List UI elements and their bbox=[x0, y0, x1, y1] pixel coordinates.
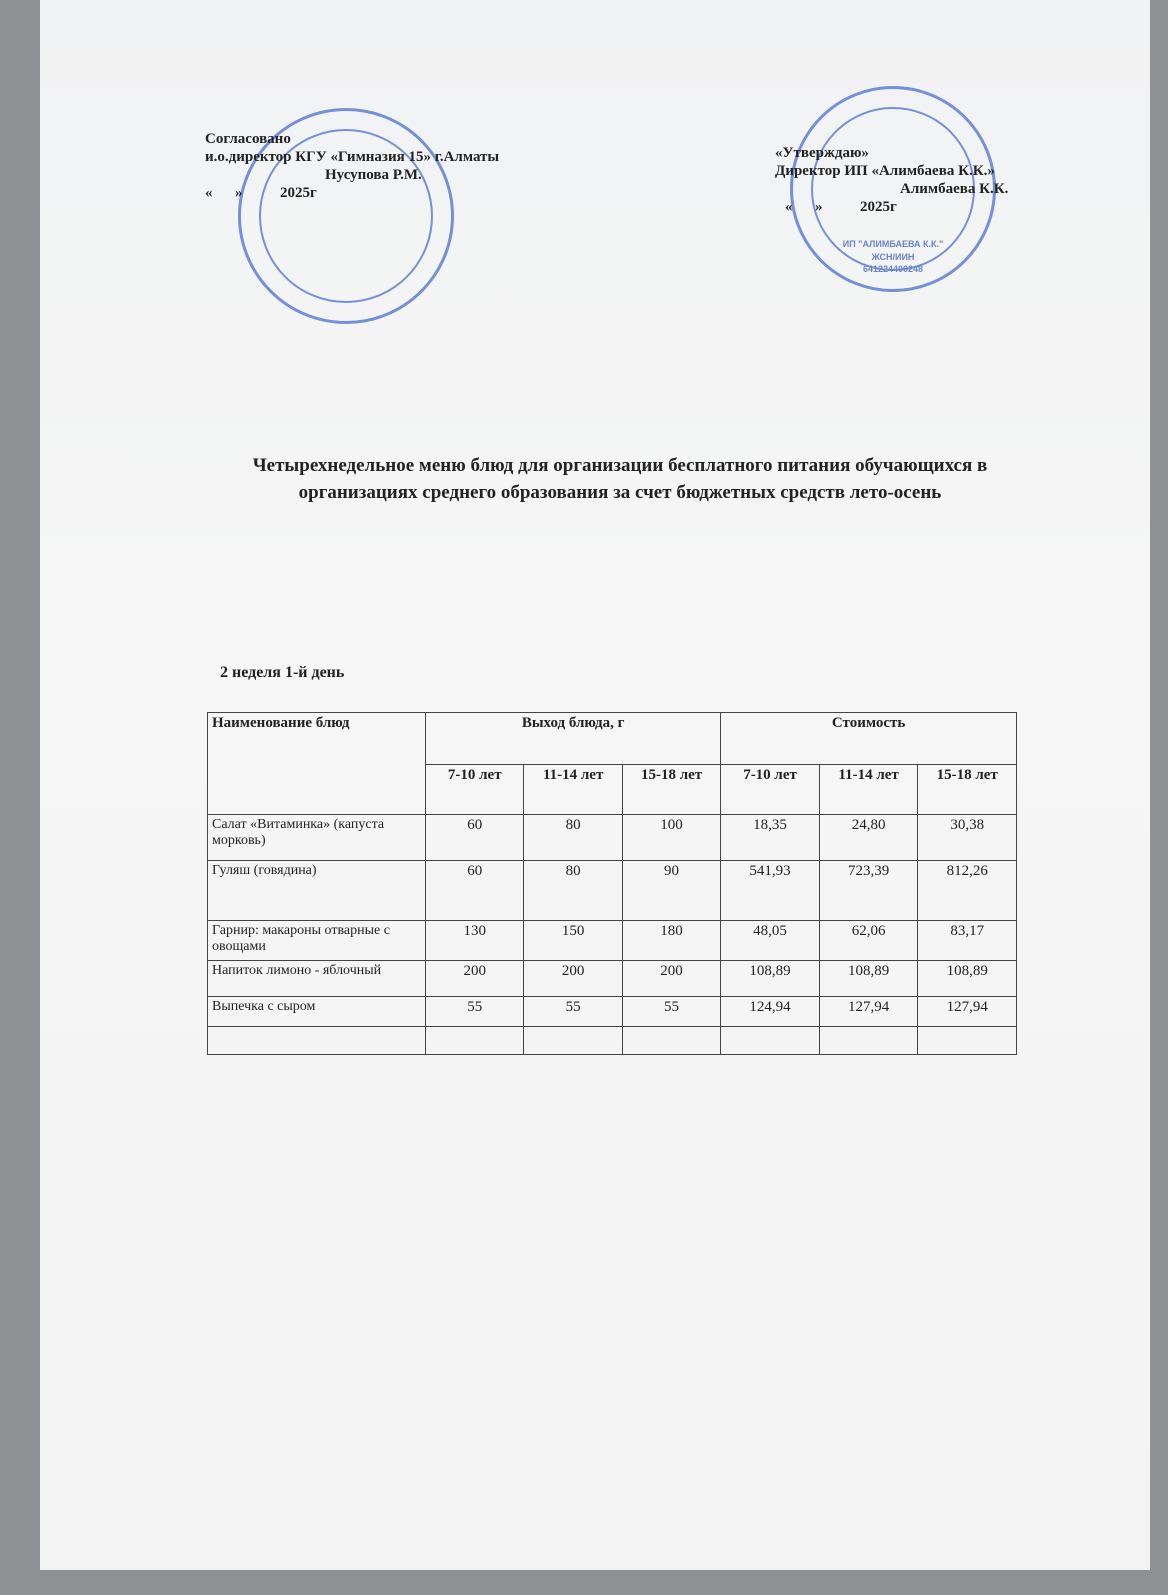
menu-table bbox=[207, 712, 1017, 1055]
header-age-group: 7-10 лет bbox=[721, 765, 820, 815]
stamp-text: ЖСН/ИИН bbox=[871, 252, 915, 262]
cost-cell: 62,06 bbox=[819, 921, 918, 961]
day-label: 2 неделя 1-й день bbox=[220, 664, 345, 681]
yield-cell: 90 bbox=[622, 861, 720, 921]
dish-name bbox=[208, 1027, 426, 1055]
cost-cell: 723,39 bbox=[819, 861, 918, 921]
yield-cell bbox=[426, 1027, 524, 1055]
cost-cell: 24,80 bbox=[819, 815, 918, 861]
cost-cell bbox=[918, 1027, 1017, 1055]
yield-cell: 150 bbox=[524, 921, 622, 961]
cost-cell: 108,89 bbox=[918, 961, 1017, 997]
yield-cell: 180 bbox=[622, 921, 720, 961]
approval-block-right bbox=[775, 144, 1008, 216]
yield-cell: 100 bbox=[622, 815, 720, 861]
approver-position: Директор ИП «Алимбаева К.К.» bbox=[775, 163, 995, 179]
yield-cell: 200 bbox=[426, 961, 524, 997]
cost-cell: 48,05 bbox=[721, 921, 820, 961]
header-yield: Выход блюда, г bbox=[426, 713, 721, 765]
cost-cell bbox=[721, 1027, 820, 1055]
dish-name: Выпечка с сыром bbox=[208, 997, 426, 1027]
yield-cell: 80 bbox=[524, 815, 622, 861]
table-row bbox=[208, 861, 1017, 921]
dish-name: Напиток лимоно - яблочный bbox=[208, 961, 426, 997]
cost-cell: 812,26 bbox=[918, 861, 1017, 921]
yield-cell bbox=[622, 1027, 720, 1055]
yield-cell: 60 bbox=[426, 815, 524, 861]
approval-block-left bbox=[205, 130, 499, 202]
cost-cell: 108,89 bbox=[819, 961, 918, 997]
header-age-group: 11-14 лет bbox=[819, 765, 918, 815]
cost-cell: 108,89 bbox=[721, 961, 820, 997]
document-title: Четырехнедельное меню блюд для организации бесплатного питания обучающихся в организациях среднего образования за счет бюджетных средств лето-осень bbox=[252, 455, 988, 503]
cost-cell: 30,38 bbox=[918, 815, 1017, 861]
cost-cell: 18,35 bbox=[721, 815, 820, 861]
yield-cell: 55 bbox=[426, 997, 524, 1027]
approval-date: « » 2025г bbox=[785, 199, 897, 215]
table-row bbox=[208, 1027, 1017, 1055]
yield-cell: 55 bbox=[524, 997, 622, 1027]
dish-name: Салат «Витаминка» (капуста морковь) bbox=[208, 815, 426, 861]
dish-name: Гуляш (говядина) bbox=[208, 861, 426, 921]
table-row bbox=[208, 961, 1017, 997]
header-cost: Стоимость bbox=[721, 713, 1017, 765]
header-name: Наименование блюд bbox=[208, 713, 426, 815]
stamp-text: ИП "АЛИМБАЕВА К.К." bbox=[842, 239, 944, 249]
approver-name: Алимбаева К.К. bbox=[900, 181, 1009, 197]
approver-position: и.о.директор КГУ «Гимназия 15» г.Алматы bbox=[205, 149, 500, 165]
table-row bbox=[208, 921, 1017, 961]
header-age-group: 15-18 лет bbox=[622, 765, 720, 815]
yield-cell: 130 bbox=[426, 921, 524, 961]
stamp-text: 641224400248 bbox=[862, 264, 924, 274]
yield-cell: 200 bbox=[524, 961, 622, 997]
table-row bbox=[208, 815, 1017, 861]
yield-cell: 80 bbox=[524, 861, 622, 921]
cost-cell: 83,17 bbox=[918, 921, 1017, 961]
cost-cell bbox=[819, 1027, 918, 1055]
yield-cell bbox=[524, 1027, 622, 1055]
header-age-group: 15-18 лет bbox=[918, 765, 1017, 815]
table-row bbox=[208, 997, 1017, 1027]
header-age-group: 7-10 лет bbox=[426, 765, 524, 815]
cost-cell: 127,94 bbox=[819, 997, 918, 1027]
header-age-group: 11-14 лет bbox=[524, 765, 622, 815]
yield-cell: 55 bbox=[622, 997, 720, 1027]
approval-label: «Утверждаю» bbox=[775, 145, 869, 161]
cost-cell: 127,94 bbox=[918, 997, 1017, 1027]
approval-label: Согласовано bbox=[205, 131, 291, 147]
yield-cell: 60 bbox=[426, 861, 524, 921]
cost-cell: 124,94 bbox=[721, 997, 820, 1027]
cost-cell: 541,93 bbox=[721, 861, 820, 921]
approval-date: « » 2025г bbox=[205, 185, 317, 201]
approver-name: Нусупова Р.М. bbox=[325, 167, 422, 183]
dish-name: Гарнир: макароны отварные с овощами bbox=[208, 921, 426, 961]
yield-cell: 200 bbox=[622, 961, 720, 997]
